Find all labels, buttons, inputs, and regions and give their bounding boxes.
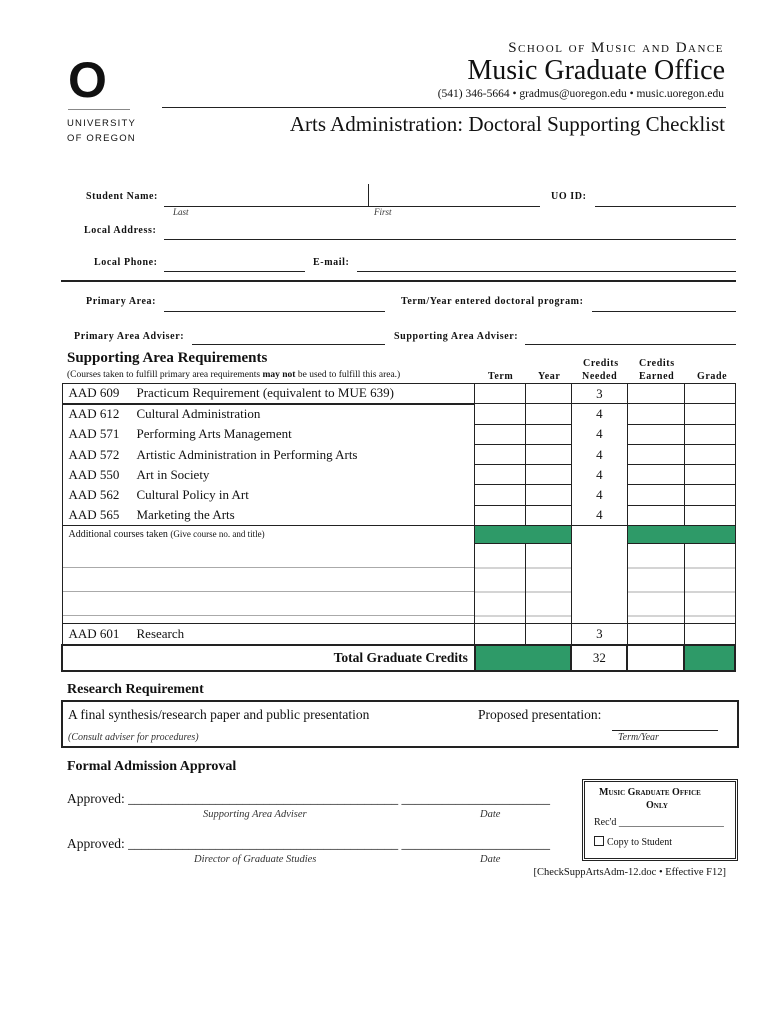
course-title: Marketing the Arts bbox=[136, 507, 235, 523]
course-row bbox=[62, 485, 735, 505]
copy-to-student[interactable] bbox=[594, 836, 672, 848]
student-name-label: Student Name: bbox=[86, 191, 158, 202]
student-name-field[interactable] bbox=[164, 206, 540, 207]
credits-needed: 4 bbox=[571, 404, 627, 424]
col-term: Term bbox=[488, 371, 514, 382]
primary-area-field[interactable] bbox=[164, 311, 385, 312]
course-number: AAD 550 bbox=[68, 466, 120, 482]
course-title: Performing Arts Management bbox=[136, 426, 292, 442]
requirements-heading: Supporting Area Requirements bbox=[67, 350, 268, 366]
checkbox-icon[interactable] bbox=[594, 836, 604, 846]
research-text: A final synthesis/research paper and public presentation bbox=[68, 707, 370, 722]
sig-caption-2: Director of Graduate Studies bbox=[194, 854, 317, 865]
course-row bbox=[62, 404, 735, 424]
col-credits-earned-2: Earned bbox=[639, 371, 675, 382]
footer-code: [CheckSuppArtsAdm-12.doc • Effective F12] bbox=[533, 867, 726, 878]
course-number: AAD 609 bbox=[68, 385, 120, 401]
primary-area-label: Primary Area: bbox=[86, 296, 157, 307]
course-title: Cultural Policy in Art bbox=[136, 487, 249, 503]
note-bold: may not bbox=[262, 370, 296, 380]
logo-letter: O bbox=[68, 52, 107, 108]
additional-row bbox=[62, 526, 735, 544]
supporting-adviser-field[interactable] bbox=[525, 344, 736, 345]
university-line1: UNIVERSITY bbox=[67, 118, 137, 129]
course-title: Research bbox=[136, 625, 185, 641]
requirements-table bbox=[61, 383, 736, 672]
local-phone-field[interactable] bbox=[164, 271, 305, 272]
school-name: School of Music and Dance bbox=[508, 40, 724, 56]
col-credits-needed-1: Credits bbox=[583, 358, 619, 369]
total-label: Total Graduate Credits bbox=[62, 645, 475, 671]
credits-needed: 4 bbox=[571, 444, 627, 464]
course-row bbox=[62, 505, 735, 525]
course-number: AAD 572 bbox=[68, 446, 120, 462]
uo-id-label: UO ID: bbox=[551, 191, 587, 202]
primary-adviser-label: Primary Area Adviser: bbox=[74, 331, 185, 342]
primary-adviser-field[interactable] bbox=[192, 344, 385, 345]
course-title: Art in Society bbox=[136, 466, 210, 482]
research-consult: (Consult adviser for procedures) bbox=[68, 732, 199, 743]
course-title: Practicum Requirement (equivalent to MUE 639) bbox=[136, 385, 394, 401]
credits-needed: 3 bbox=[571, 384, 627, 404]
col-grade: Grade bbox=[697, 371, 728, 382]
office-box-title-2: Only bbox=[646, 800, 668, 811]
additional-entry-rows[interactable] bbox=[62, 544, 735, 624]
uo-id-field[interactable] bbox=[595, 206, 736, 207]
note-post: be used to fulfill this area.) bbox=[295, 370, 401, 380]
university-line2: OF OREGON bbox=[67, 133, 136, 144]
course-number: AAD 571 bbox=[68, 426, 120, 442]
green-fill bbox=[475, 645, 572, 671]
supporting-adviser-label: Supporting Area Adviser: bbox=[394, 331, 519, 342]
university-logo bbox=[66, 52, 137, 148]
additional-note: (Give course no. and title) bbox=[170, 529, 265, 540]
credits-needed: 4 bbox=[571, 485, 627, 505]
course-row bbox=[62, 424, 735, 444]
email-label: E-mail: bbox=[313, 257, 350, 268]
office-name: Music Graduate Office bbox=[467, 55, 725, 86]
col-year: Year bbox=[538, 371, 561, 382]
local-address-label: Local Address: bbox=[84, 225, 157, 236]
office-box-title-1: Music Graduate Office bbox=[599, 787, 701, 798]
recd-field[interactable]: Rec'd _____________________ bbox=[594, 817, 724, 828]
note-pre: (Courses taken to fulfill primary area requirements bbox=[67, 370, 263, 380]
form-divider bbox=[61, 280, 736, 282]
first-caption: First bbox=[374, 207, 392, 217]
credits-needed: 3 bbox=[571, 624, 627, 645]
research-course-row bbox=[62, 624, 735, 645]
sig-caption-1: Supporting Area Adviser bbox=[203, 809, 307, 820]
approved-line-1[interactable]: Approved: ________________________________________ ______________________ bbox=[67, 791, 550, 806]
green-fill bbox=[684, 645, 735, 671]
course-number: AAD 612 bbox=[68, 406, 120, 422]
credits-needed: 4 bbox=[571, 424, 627, 444]
page-title: Arts Administration: Doctoral Supporting Checklist bbox=[289, 112, 725, 136]
course-row bbox=[62, 465, 735, 485]
requirements-note bbox=[67, 370, 400, 380]
green-fill bbox=[475, 526, 572, 544]
course-title: Artistic Administration in Performing Arts bbox=[136, 446, 358, 462]
date-caption-1: Date bbox=[480, 809, 501, 820]
col-credits-needed-2: Needed bbox=[582, 371, 618, 382]
term-year-entered-label: Term/Year entered doctoral program: bbox=[401, 296, 584, 307]
header-rule bbox=[162, 107, 726, 108]
local-phone-label: Local Phone: bbox=[94, 257, 158, 268]
research-heading: Research Requirement bbox=[67, 682, 204, 697]
date-caption-2: Date bbox=[480, 854, 501, 865]
green-fill bbox=[627, 526, 735, 544]
total-row bbox=[62, 645, 735, 671]
proposed-label: Proposed presentation: bbox=[478, 707, 602, 722]
course-number: AAD 562 bbox=[68, 487, 120, 503]
proposed-field[interactable] bbox=[612, 730, 718, 731]
course-title: Cultural Administration bbox=[136, 406, 261, 422]
credits-needed: 4 bbox=[571, 465, 627, 485]
contact-info: (541) 346-5664 • gradmus@uoregon.edu • music.uoregon.edu bbox=[437, 88, 724, 100]
course-row bbox=[62, 384, 735, 404]
approval-heading: Formal Admission Approval bbox=[67, 759, 237, 774]
course-row bbox=[62, 444, 735, 464]
local-address-field[interactable] bbox=[164, 239, 736, 240]
additional-label: Additional courses taken bbox=[68, 529, 168, 541]
email-field[interactable] bbox=[357, 271, 736, 272]
copy-label: Copy to Student bbox=[607, 837, 673, 848]
term-year-caption: Term/Year bbox=[618, 732, 659, 743]
total-value: 32 bbox=[571, 645, 627, 671]
course-number: AAD 601 bbox=[68, 625, 120, 641]
term-year-entered-field[interactable] bbox=[592, 311, 736, 312]
col-credits-earned-1: Credits bbox=[639, 358, 675, 369]
last-caption: Last bbox=[173, 207, 189, 217]
approved-line-2[interactable]: Approved: ________________________________________ ______________________ bbox=[67, 836, 550, 851]
credits-needed: 4 bbox=[571, 505, 627, 525]
course-number: AAD 565 bbox=[68, 507, 120, 523]
